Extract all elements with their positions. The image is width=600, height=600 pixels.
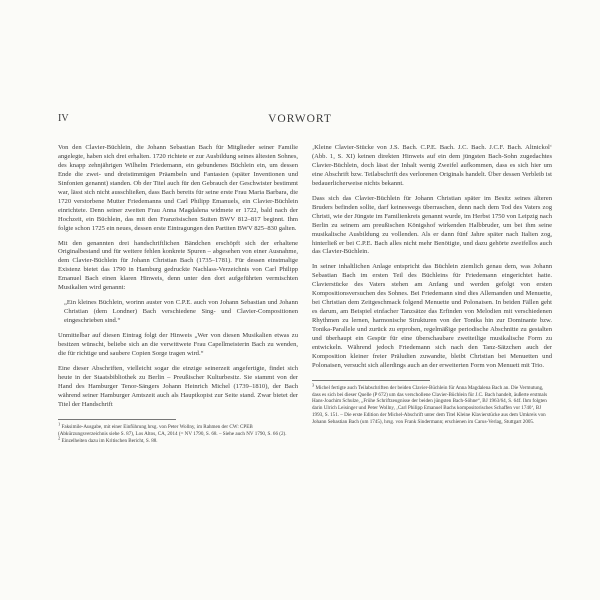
paragraph: Unmittelbar auf diesen Eintrag folgt der Hinweis „Wer von diesen Musikalien etwas zu besitzen wünscht, beliebe sich an die verwittwete Frau Capellmeisterin Bach zu wenden, die für richtige und saubere Copien Sorge tragen wird.“ xyxy=(58,332,298,358)
footnote-text: Michel fertigte auch Teilabschriften der beiden Clavier-Büchlein für Anna Magdalena Bach an. Die Vermutung, dass es sich bei dieser Quelle (P 672) um das verschollene Clavier-Büchlein für J.C. Bach handelt, äußerte erstmals Hans-Joachim Schulze, „Frühe Schriftzeugnisse der beiden jüngsten Bach-Söhne“, BJ 1963/64, S. 64f. Ihm folgten darin Ulrich Leisinger und Peter Wollny, ‚Carl Philipp Emanuel Bachs kompositorisches Schaffen vor 1740‘, BJ 1993, S. 151. – Die erste Edition der Michel-Abschrift unter dem Titel Kleine Klavierstücke aus dem Umkreis von Johann Sebastian Bach (um 1745), hrsg. von Frank Sindermann; erschienen im Carus-Verlag, Stuttgart 2005. xyxy=(312,384,548,425)
block-quote: „Ein kleines Büchlein, worinn auster von C.P.E. auch von Johann Sebastian und Johann Christian (dem Londner) Bach verschiedene Sing- und Clavier-Compositionen eingeschrieben sind.“ xyxy=(64,299,298,325)
paragraph: Dass sich das Clavier-Büchlein für Johann Christian später im Besitz seines älteren Bruders befinden sollte, darf keineswegs überraschen, denn nach dem Tod des Vaters zog Christi, wie der Jüngste im Familienkreis genannt wurde, im Herbst 1750 von Leipzig nach Berlin zu seinem am preußischen Königshof wirkenden Halbbruder, um bei ihm seine musikalische Ausbildung zu vollenden. Als er dann fünf Jahre später nach Italien zog, hinterließ er bei C.P.E. Bach alles nicht mehr Benötigte, und dazu gehörte zweifellos auch das Clavier-Büchlein. xyxy=(312,194,552,256)
footnote: $^1$ Faksimile-Ausgabe, mit einer Einführung hrsg. von Peter Wollny, im Rahmen der CW: CPEB (Abkürzungsverzeichnis siehe S. 87), Los Altos, CA, 2014 (= NV 1790, S. 68. – Siehe auch NV 1790, S. 66 (2). xyxy=(58,421,287,437)
paragraph: Mit den genannten drei handschriftlichen Bändchen erschöpft sich der erhaltene Originalbestand und für weitere fehlen konkrete Spuren – abgesehen von einer Ausnahme, dem Clavier-Büchlein für Johann Christian Bach (1735–1781). Für dessen einstmalige Existenz bietet das 1790 in Hamburg gedruckte Nachlass-Verzeichnis von Carl Philipp Emanuel Bach einen klaren Hinweis, denn unter den dort aufgeführten vermischten Musikalien wird genannt: xyxy=(58,239,298,292)
footnote-divider xyxy=(58,419,176,420)
footnote-text: Einzelheiten dazu im Kritischen Bericht, S. 88. xyxy=(61,437,158,444)
paragraph: Von den Clavier-Büchlein, die Johann Sebastian Bach für Mitglieder seiner Familie angelegte, haben sich drei erhalten. 1720 richtete er zur Ausbildung seines ältesten Sohnes, des knapp zehnjährigen Wilhelm Friedemann, ein gebundenes Büchlein ein, um dessen Ende die zwei- und dreistimmigen Präambeln und Fantasien (später Inventionen und Sinfonien genannt) standen. Ob der Titel auch für den Gebrauch der Geschwister bestimmt war, lässt sich nicht ausschließen, dass Bach bereits für seine erste Frau Maria Barbara, die 1720 verstorbene Mutter Friedemanns und Carl Philipp Emanuels, ein Clavier-Büchlein einrichtete. Denn seiner zweiten Frau Anna Magdalena widmete er 1722, bald nach der Hochzeit, ein Büchlein, das mit den Französischen Suiten BWV 812–817 beginnt. Ihm folgte schon 1725 ein neues, dessen erste Eintragungen den Partiten BWV 825–830 galten. xyxy=(58,144,298,232)
footnote: $^3$ Michel fertigte auch Teilabschriften der beiden Clavier-Büchlein für Anna Magdalena Bach an. Die Vermutung, dass es sich bei dieser Quelle (P 672) um das verschollene Clavier-Büchlein für J.C. Bach handelt, äußerte erstmals Hans-Joachim Schulze, „Frühe Schriftzeugnisse der beiden jüngsten Bach-Söhne“, BJ 1963/64, S. 64f. Ihm folgten darin Ulrich Leisinger und Peter Wollny, ‚Carl Philipp Emanuel Bachs kompositorisches Schaffen vor 1740‘, BJ 1993, S. 151. – Die erste Edition der Michel-Abschrift unter dem Titel Kleine Klavierstücke aus dem Umkreis von Johann Sebastian Bach (um 1745), hrsg. von Frank Sindermann; erschienen im Carus-Verlag, Stuttgart 2005. xyxy=(312,382,548,425)
paragraph: In seiner inhaltlichen Anlage entspricht das Büchlein ziemlich genau dem, was Johann Sebastian Bach im ersten Teil des Büchleins für Friedemann eingerichtet hatte. Clavierstücke des Vaters stehen am Anfang und werden gefolgt von ersten Kompositionsversuchen des Sohnes. Bei Friedemann sind dies Allemanden und Menuette, bei Christian dem Zeitgeschmack folgend Menuette und Polonaisen. In beiden Fällen geht es darum, am Beispiel einfacher Tanzsätze das Erfinden von Melodien mit verschiedenen Rhythmen zu lernen, harmonische Strukturen von der Tonika hin zur Dominante bzw. Tonika-Parallele und zurück zu erproben, regelmäßige periodische Abschnitte zu gestalten und überhaupt ein Gespür für eine überschaubare zweiteilige musikalische Form zu entwickeln. Während jedoch Friedemann sich nach den Tanz-Sätzchen auch der Komposition kleiner freier Präludien zuwandte, bleibt Christian bei Menuetten und Polonaisen, versucht sich allerdings auch an der erweiterten Form von Menuett mit Trio. xyxy=(312,263,552,369)
footnote-divider xyxy=(312,380,430,381)
page-title: VORWORT xyxy=(268,113,332,125)
footnote: $^2$ Einzelheiten dazu im Kritischen Bericht, S. 88. xyxy=(58,435,158,444)
left-column xyxy=(58,144,298,445)
right-column xyxy=(312,144,552,426)
footnote-text: Faksimile-Ausgabe, mit einer Einführung hrsg. von Peter Wollny, im Rahmen der CW: CPEB (Abkürzungsverzeichnis siehe S. 87), Los Altos, CA, 2014 (= NV 1790, S. 68. – Siehe auch NV 1790, S. 66 (2). xyxy=(58,423,287,437)
paragraph: Eine dieser Abschriften, vielleicht sogar die einzige seinerzeit angefertigte, findet sich heute in der Staatsbibliothek zu Berlin – Preußischer Kulturbesitz. Sie stammt von der Hand des Hamburger Tenor-Sängers Johann Heinrich Michel (1739–1810), der Bach während seiner Hamburger Amtszeit auch als Hauptkopist zur Seite stand. Zwar bietet der Titel der Handschrift xyxy=(58,364,298,408)
page-number: IV xyxy=(58,113,69,124)
paragraph: ‚Kleine Clavier-Stücke von J.S. Bach. C.P.E. Bach. J.C. Bach. J.C.F. Bach. Altnickol‘ (Abb. 1, S. XI) keinen direkten Hinweis auf ein dem jüngsten Bach-Sohn zugedachtes Clavier-Büchlein, doch lässt der Inhalt wenig Zweifel aufkommen, dass es sich hier um eine Abschrift bzw. Teilabschrift des verlorenen Originals handelt. Über dessen Verbleib ist bedauerlicherweise nichts bekannt. xyxy=(312,144,552,187)
